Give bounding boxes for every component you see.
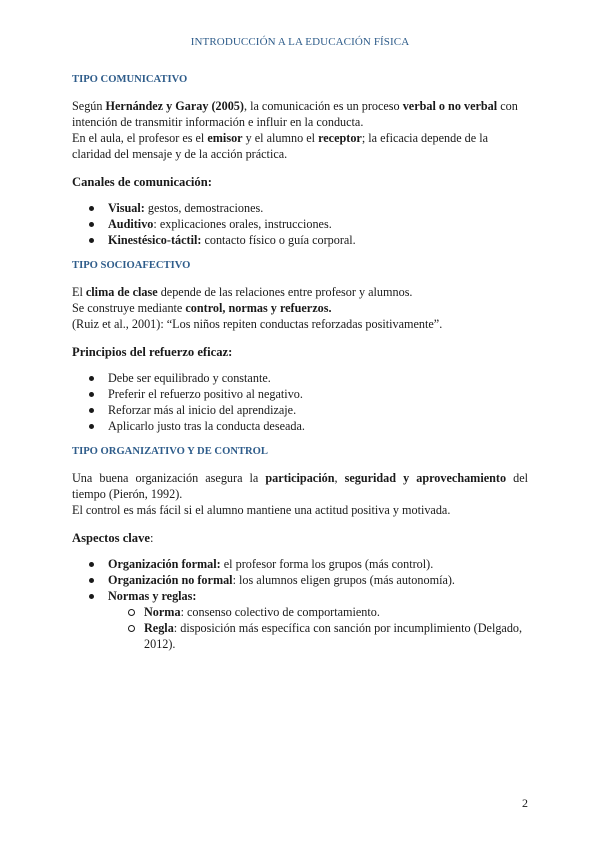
paragraph-definicion-comunicacion: [72, 98, 528, 130]
bold-run: receptor: [318, 131, 362, 145]
item-text: : explicaciones orales, instrucciones.: [153, 217, 332, 231]
section-heading-comunicativo: TIPO COMUNICATIVO: [72, 74, 188, 85]
section-heading-socioafectivo: TIPO SOCIOAFECTIVO: [72, 260, 191, 271]
channels-list: [72, 200, 528, 248]
bullet-icon: [89, 578, 94, 583]
list-item: [72, 386, 528, 402]
bold-run: control, normas y refuerzos.: [185, 301, 332, 315]
bold-run: emisor: [207, 131, 243, 145]
bullet-icon: [89, 376, 94, 381]
text-run: , la comunicación es un proceso: [243, 99, 403, 113]
item-text: : los alumnos eligen grupos (más autonomía).: [232, 573, 455, 587]
text-run: ; la eficacia depende de la claridad del mensaje y de la acción práctica.: [72, 131, 489, 161]
list-item: [72, 556, 528, 572]
text-run: ,: [334, 471, 345, 485]
list-item: [72, 200, 528, 216]
list-item: [72, 216, 528, 232]
running-header: INTRODUCCIÓN A LA EDUCACIÓN FÍSICA: [190, 36, 410, 48]
item-text: Reforzar más al inicio del aprendizaje.: [108, 403, 297, 417]
text-run: Según: [72, 99, 106, 113]
paragraph-clima-clase: [72, 284, 528, 300]
paragraph-control: El control es más fácil si el alumno mantiene una actitud positiva y motivada.: [72, 503, 451, 517]
list-item: [72, 418, 528, 434]
page-number: 2: [522, 796, 528, 810]
list-item: [72, 402, 528, 418]
text-run: y el alumno el: [242, 131, 319, 145]
item-label: Norma: [144, 605, 181, 619]
item-label: Regla: [144, 621, 174, 635]
text-run: Se construye mediante: [72, 301, 186, 315]
aspects-list: [72, 556, 528, 652]
text-run: El: [72, 285, 86, 299]
paragraph-cita-ruiz: (Ruiz et al., 2001): “Los niños repiten conductas reforzadas positivamente”.: [72, 317, 443, 331]
bold-run: Hernández y Garay (2005): [105, 99, 244, 113]
paragraph-organizacion: [72, 470, 528, 502]
subheading-canales: Canales de comunicación:: [72, 175, 212, 189]
bullet-icon: [89, 222, 94, 227]
circle-bullet-icon: [128, 625, 135, 632]
item-text: : disposición más específica con sanción por incumplimiento (Delgado, 2012).: [144, 621, 523, 651]
item-text: : consenso colectivo de comportamiento.: [180, 605, 380, 619]
list-item: [72, 588, 528, 652]
bold-run: seguridad y aprovechamiento: [344, 471, 507, 485]
bullet-icon: [89, 562, 94, 567]
circle-bullet-icon: [128, 609, 135, 616]
sublist-item: [108, 604, 528, 620]
item-label: Visual:: [108, 201, 145, 215]
item-label: Organización formal:: [108, 557, 221, 571]
list-item: [72, 572, 528, 588]
item-label: Auditivo: [108, 217, 154, 231]
bullet-icon: [89, 206, 94, 211]
rules-sublist: [108, 604, 528, 652]
paragraph-emisor-receptor: [72, 130, 528, 162]
item-text: Preferir el refuerzo positivo al negativo.: [108, 387, 303, 401]
text-run: del tiempo (Pierón, 1992).: [72, 471, 529, 501]
text-run: En el aula, el profesor es el: [72, 131, 208, 145]
section-heading-organizativo: TIPO ORGANIZATIVO Y DE CONTROL: [72, 446, 268, 457]
list-item: [72, 370, 528, 386]
text-run: Una buena organización asegura la: [72, 471, 266, 485]
subheading-principios: Principios del refuerzo eficaz:: [72, 345, 233, 359]
item-label: Normas y reglas:: [108, 589, 197, 603]
text-run: con intención de transmitir información e influir en la conducta.: [72, 99, 518, 129]
item-text: contacto físico o guía corporal.: [201, 233, 356, 247]
bullet-icon: [89, 408, 94, 413]
item-label: Kinestésico-táctil:: [108, 233, 202, 247]
subheading-text: Aspectos clave: [72, 531, 150, 545]
list-item: [72, 232, 528, 248]
bullet-icon: [89, 424, 94, 429]
principles-list: [72, 370, 528, 434]
text-run: depende de las relaciones entre profesor y alumnos.: [157, 285, 413, 299]
bullet-icon: [89, 392, 94, 397]
item-text: el profesor forma los grupos (más control).: [220, 557, 434, 571]
bullet-icon: [89, 594, 94, 599]
subheading-colon: :: [150, 531, 154, 545]
subheading-aspectos: [72, 530, 528, 546]
page-content: [72, 72, 528, 652]
item-text: Aplicarlo justo tras la conducta deseada.: [108, 419, 305, 433]
item-text: Debe ser equilibrado y constante.: [108, 371, 271, 385]
item-label: Organización no formal: [108, 573, 233, 587]
bold-run: clima de clase: [85, 285, 158, 299]
bullet-icon: [89, 238, 94, 243]
paragraph-construccion: [72, 300, 528, 316]
item-text: gestos, demostraciones.: [144, 201, 264, 215]
bold-run: participación: [265, 471, 335, 485]
bold-run: verbal o no verbal: [402, 99, 498, 113]
sublist-item: [108, 620, 528, 652]
